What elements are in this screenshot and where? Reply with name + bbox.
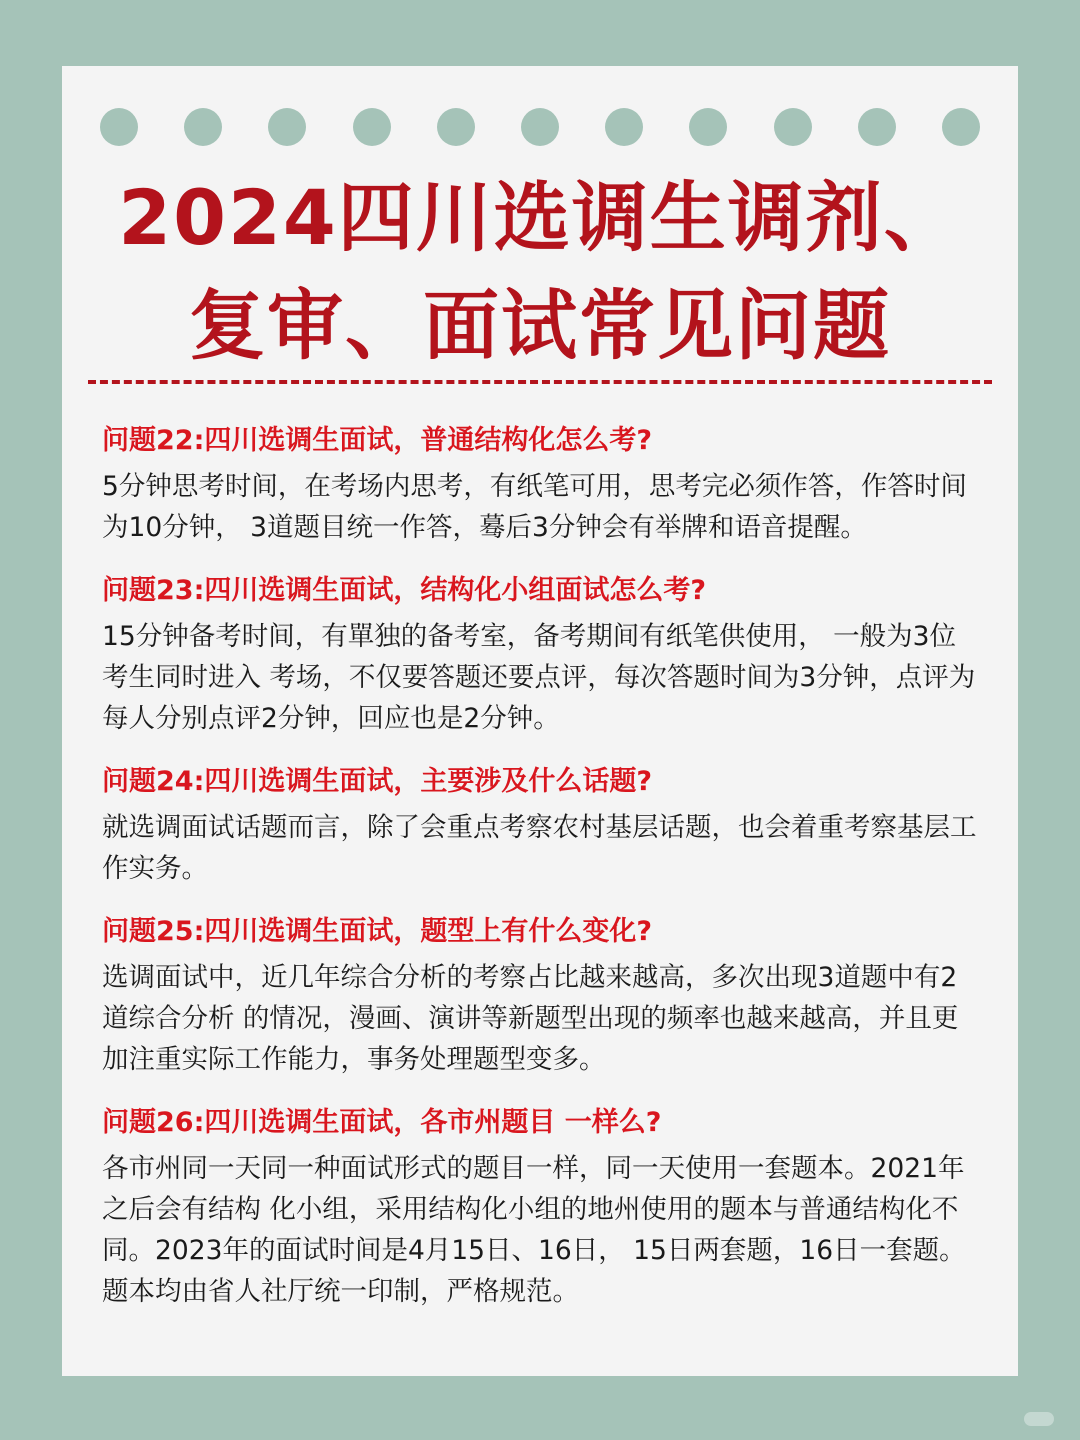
- answer-22: 5分钟思考时间，在考场内思考，有纸笔可用，思考完必须作答，作答时间为10分钟， 3道题目统一作答，蓦后3分钟会有举牌和语音提醒。: [102, 471, 967, 543]
- title-line-1: 2024四川选调生调剂、: [118, 173, 962, 262]
- qa-item: [102, 909, 982, 1080]
- question-25: 问题25:四川选调生面试，题型上有什么变化?: [102, 916, 653, 947]
- answer-26: 各市州同一天同一种面试形式的题目一样，同一天使用一套题本。2021年之后会有结构 化小组，采用结构化小组的地州使用的题本与普通结构化不同。2023年的面试时间是4月15日、16日， 15日两套题，16日一套题。题本均由省人社厅统一印制，严格规范。: [102, 1153, 966, 1307]
- binder-hole: [100, 108, 138, 146]
- question-26: 问题26:四川选调生面试，各市州题目 一样么?: [102, 1107, 662, 1138]
- dashed-divider: [88, 380, 992, 384]
- binder-hole: [774, 108, 812, 146]
- binder-hole: [353, 108, 391, 146]
- question-22: 问题22:四川选调生面试，普通结构化怎么考?: [102, 425, 653, 456]
- binder-hole: [858, 108, 896, 146]
- page-title: [62, 164, 1018, 380]
- binder-hole: [689, 108, 727, 146]
- answer-25: 选调面试中，近几年综合分析的考察占比越来越高，多次出现3道题中有2道综合分析 的情况，漫画、演讲等新题型出现的频率也越来越高，并且更加注重实际工作能力，事务处理题型变多。: [102, 962, 959, 1075]
- binder-hole: [521, 108, 559, 146]
- qa-item: [102, 568, 982, 739]
- answer-24: 就选调面试话题而言，除了会重点考察农村基层话题，也会着重考察基层工作实务。: [102, 812, 977, 884]
- answer-23: 15分钟备考时间，有單独的备考室，备考期间有纸笔供使用， 一般为3位考生同时进入 考场，不仅要答题还要点评，每次答题时间为3分钟，点评为每人分别点评2分钟，回应也是2分钟。: [102, 621, 976, 734]
- question-23: 问题23:四川选调生面试，结构化小组面试怎么考?: [102, 575, 707, 606]
- binder-holes: [100, 108, 980, 146]
- notepad-card: [62, 66, 1018, 1376]
- watermark-logo: [1024, 1412, 1054, 1426]
- qa-item: [102, 1100, 982, 1312]
- title-line-2: 复审、面试常见问题: [189, 281, 891, 370]
- question-24: 问题24:四川选调生面试，主要涉及什么话题?: [102, 766, 653, 797]
- binder-hole: [605, 108, 643, 146]
- qa-list: [102, 418, 982, 1332]
- binder-hole: [942, 108, 980, 146]
- binder-hole: [268, 108, 306, 146]
- qa-item: [102, 418, 982, 548]
- qa-item: [102, 759, 982, 889]
- binder-hole: [437, 108, 475, 146]
- binder-hole: [184, 108, 222, 146]
